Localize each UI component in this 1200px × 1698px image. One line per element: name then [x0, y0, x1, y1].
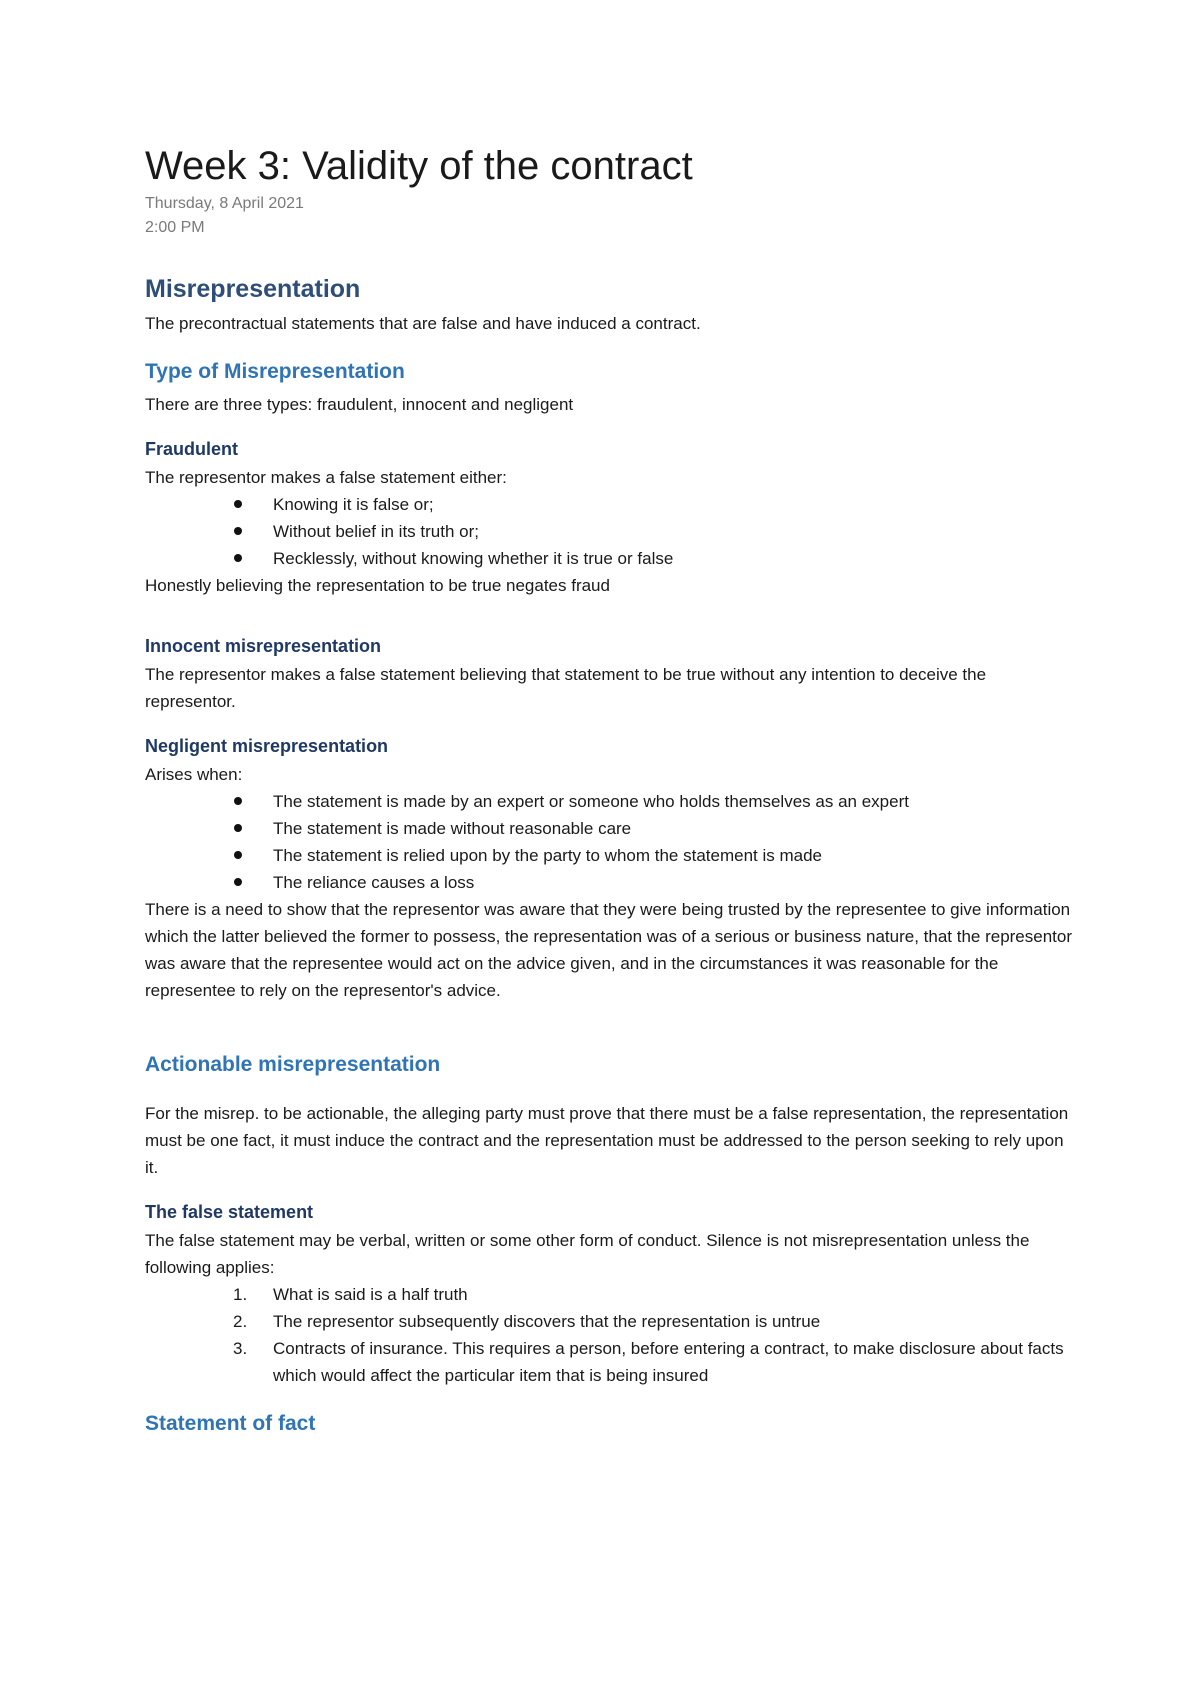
- fraudulent-intro: The representor makes a false statement either:: [145, 468, 507, 487]
- innocent-text: The representor makes a false statement believing that statement to be true without any intention to deceive the representor.: [145, 665, 987, 711]
- bullet-icon: [234, 851, 242, 859]
- bullet-icon: [234, 878, 242, 886]
- heading-fraudulent: Fraudulent: [145, 439, 238, 459]
- heading-false-statement: The false statement: [145, 1202, 314, 1222]
- negligent-text: There is a need to show that the representor was aware that they were being trusted by the representee to give information which the latter believed the former to possess, the representation was of a serious or business nature, that the representor was aware that the representee would act on the advice given, and in the circumstances it was reasonable for the representee to rely on the representor's advice.: [145, 900, 1073, 1000]
- note-time: 2:00 PM: [145, 219, 205, 236]
- actionable-text: For the misrep. to be actionable, the alleging party must prove that there must be a false representation, the representation must be one fact, it must induce the contract and the representation must be addressed to the person seeking to rely upon it.: [145, 1104, 1069, 1177]
- bullet-icon: [234, 500, 242, 508]
- list-item: The statement is relied upon by the party to whom the statement is made: [145, 842, 1075, 869]
- heading-types: Type of Misrepresentation: [145, 360, 405, 383]
- list-item: Knowing it is false or;: [145, 491, 1075, 518]
- list-item: The reliance causes a loss: [145, 869, 1075, 896]
- bullet-icon: [234, 824, 242, 832]
- fraudulent-list: [145, 491, 1075, 572]
- negligent-intro: Arises when:: [145, 765, 243, 784]
- misrepresentation-definition: The precontractual statements that are false and have induced a contract.: [145, 314, 701, 333]
- heading-statement-of-fact: Statement of fact: [145, 1412, 316, 1435]
- list-item: The statement is made by an expert or someone who holds themselves as an expert: [145, 788, 1075, 815]
- list-item: 3. Contracts of insurance. This requires a person, before entering a contract, to make disclosure about facts which would affect the particular item that is being insured: [233, 1339, 1064, 1385]
- list-item: Without belief in its truth or;: [145, 518, 1075, 545]
- bullet-icon: [234, 797, 242, 805]
- negligent-list: [145, 788, 1075, 896]
- document-content: [145, 140, 1075, 1443]
- heading-negligent: Negligent misrepresentation: [145, 736, 389, 756]
- list-item: Recklessly, without knowing whether it is true or false: [145, 545, 1075, 572]
- false-statement-text: The false statement may be verbal, written or some other form of conduct. Silence is not misrepresentation unless the following applies:: [145, 1231, 1030, 1277]
- heading-innocent: Innocent misrepresentation: [145, 636, 382, 656]
- heading-actionable: Actionable misrepresentation: [145, 1053, 441, 1076]
- fraudulent-note: Honestly believing the representation to be true negates fraud: [145, 576, 610, 595]
- bullet-icon: [234, 554, 242, 562]
- list-item: The statement is made without reasonable care: [145, 815, 1075, 842]
- heading-misrepresentation: Misrepresentation: [145, 275, 361, 303]
- bullet-icon: [234, 527, 242, 535]
- types-intro: There are three types: fraudulent, innocent and negligent: [145, 395, 574, 414]
- list-item: 2. The representor subsequently discovers that the representation is untrue: [233, 1312, 821, 1331]
- false-statement-list: [145, 1281, 1075, 1389]
- list-item: 1. What is said is a half truth: [233, 1285, 468, 1304]
- note-date: Thursday, 8 April 2021: [145, 195, 304, 212]
- page-title: Week 3: Validity of the contract: [145, 144, 693, 188]
